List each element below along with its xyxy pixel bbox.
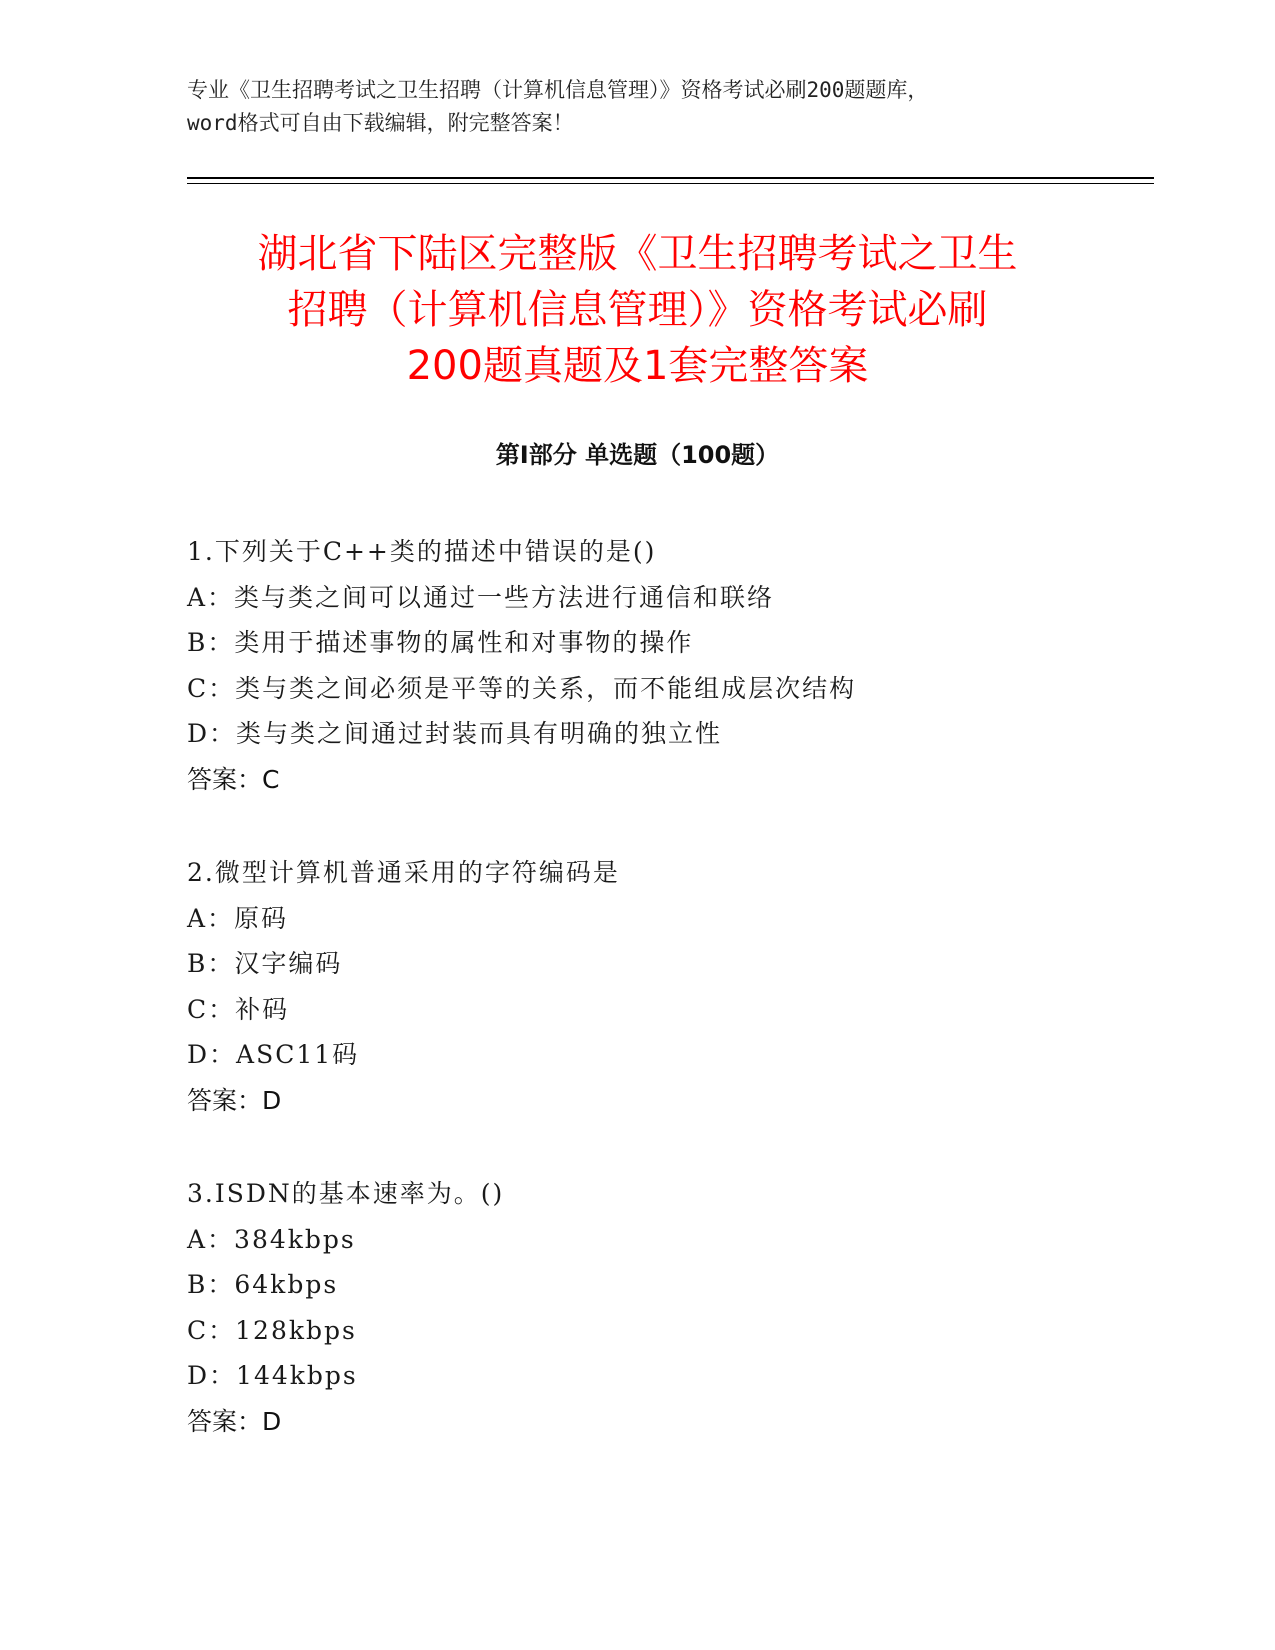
question-stem: 3.ISDN的基本速率为。(): [187, 1179, 505, 1208]
question-item: [187, 850, 1137, 1123]
header-divider-thin: [187, 183, 1154, 184]
option-b: B：64kbps: [187, 1270, 339, 1299]
title-line-1: 湖北省下陆区完整版《卫生招聘考试之卫生: [257, 231, 1018, 277]
header-divider-thick: [187, 177, 1154, 179]
option-b: B：类用于描述事物的属性和对事物的操作: [187, 628, 694, 657]
question-answer: 答案：D: [187, 1406, 282, 1436]
option-b: B：汉字编码: [187, 949, 343, 978]
option-c: C：类与类之间必须是平等的关系，而不能组成层次结构: [187, 673, 857, 703]
question-stem: 1.下列关于C++类的描述中错误的是(): [187, 537, 657, 566]
question-item: [187, 1171, 1137, 1444]
option-c: C：补码: [187, 994, 290, 1024]
header-line-2: word格式可自由下载编辑，附完整答案！: [187, 111, 574, 135]
option-d: D：ASC11码: [187, 1040, 360, 1069]
option-d: D：144kbps: [187, 1361, 358, 1390]
option-a: A：原码: [187, 903, 289, 933]
option-d: D：类与类之间通过封装而具有明确的独立性: [187, 719, 723, 748]
document-title: [150, 226, 1125, 394]
question-answer: 答案：D: [187, 1085, 282, 1115]
header-note: [187, 74, 1087, 140]
header-line-1: 专业《卫生招聘考试之卫生招聘（计算机信息管理）》资格考试必刷200题题库，: [187, 78, 929, 102]
title-line-2: 招聘（计算机信息管理）》资格考试必刷: [287, 287, 988, 333]
question-answer: 答案：C: [187, 764, 280, 794]
option-a: A：类与类之间可以通过一些方法进行通信和联络: [187, 582, 775, 612]
question-item: [187, 529, 1137, 802]
title-line-3: 200题真题及1套完整答案: [406, 343, 869, 389]
option-c: C：128kbps: [187, 1315, 357, 1345]
question-stem: 2.微型计算机普通采用的字符编码是: [187, 858, 620, 887]
option-a: A：384kbps: [187, 1224, 356, 1254]
question-list: [187, 529, 1137, 1492]
section-title: 第Ⅰ部分 单选题（100题）: [495, 441, 780, 469]
